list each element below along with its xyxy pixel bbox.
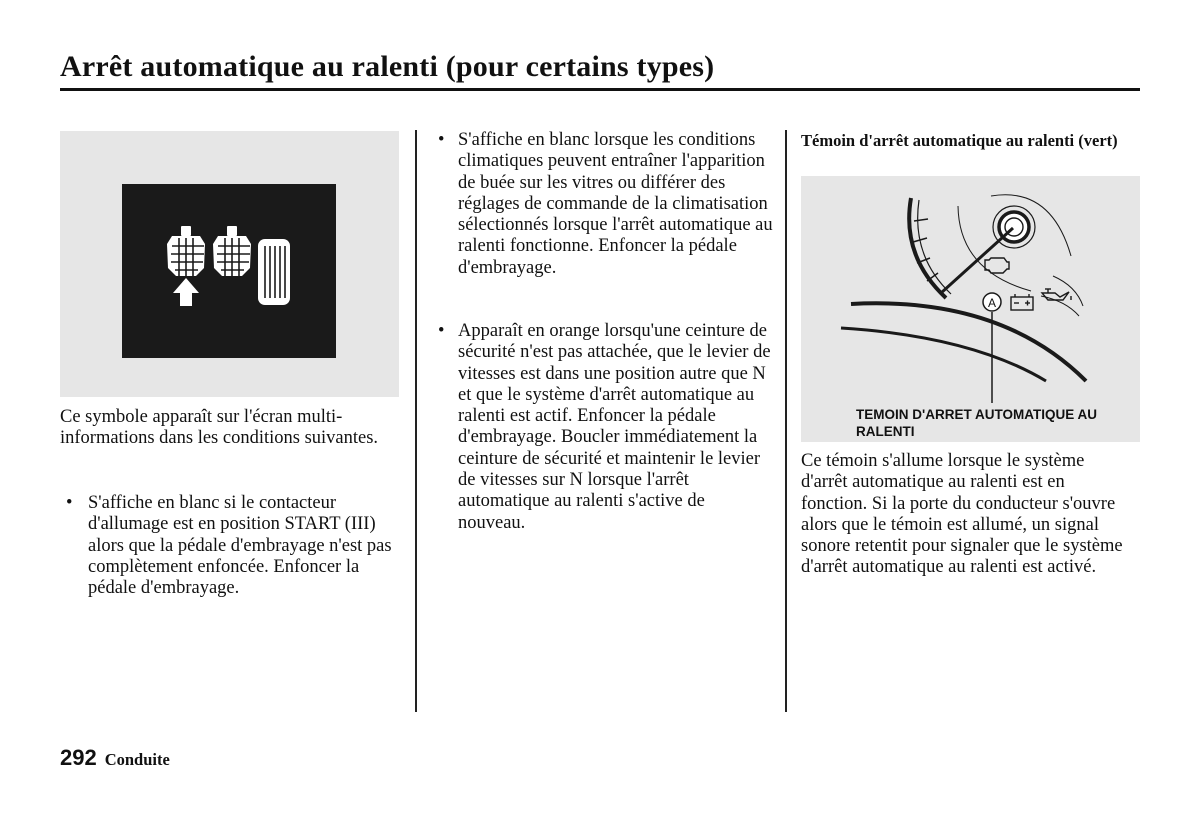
bullet-text: Apparaît en orange lorsqu'une ceinture de sécurité n'est pas attachée, que le levier de vitesses est dans une position autre que N et que le système d'arrêt automatique au ralenti est actif. Enfoncer la pédale d'embrayage. Boucler immédiatement la ceinture de sécurité et maintenir le levier de vitesses sur N lorsque l'arrêt automatique au ralenti s'active de nouveau. — [458, 321, 771, 533]
intro-paragraph: Ce symbole apparaît sur l'écran multi-informations dans les conditions suivantes. — [60, 407, 379, 449]
column-divider-right — [785, 130, 787, 712]
right-paragraph: Ce témoin s'allume lorsque le système d'arrêt automatique au ralenti est en fonction. Si la porte du conducteur s'ouvre alors que le témoin est allumé, un signal sonore retentit pour signaler que le système d'arrêt automatique au ralenti est activé. — [801, 451, 1123, 578]
multi-info-screen — [122, 184, 336, 358]
bullet-dot: • — [66, 493, 73, 513]
figure-caption: TEMOIN D'ARRET AUTOMATIQUE AU RALENTI — [856, 407, 1097, 439]
bullet-dot: • — [438, 321, 445, 341]
pedal-2-stem — [227, 226, 237, 236]
pedal-1-stem — [181, 226, 191, 236]
page-title: Arrêt automatique au ralenti (pour certains types) — [60, 50, 715, 83]
indicator-letter: A — [987, 296, 997, 310]
bullet-text: S'affiche en blanc lorsque les conditions climatiques peuvent entraîner l'apparition de buée sur les vitres ou différer des réglages de commande de la climatisation sélectionnés lorsque l'arrêt automatique au ralenti fonctionne. Enfoncer la pédale d'embrayage. — [458, 130, 773, 278]
instrument-cluster-figure — [801, 176, 1140, 442]
gauge-lower-arc — [841, 328, 1046, 381]
page-number: 292 — [60, 745, 97, 770]
instrument-cluster-drawing — [801, 176, 1140, 442]
oil-pressure-icon — [1042, 289, 1071, 300]
battery-icon — [1011, 294, 1033, 310]
gauge-needle — [941, 228, 1013, 293]
column-divider-left — [415, 130, 417, 712]
page-footer — [60, 745, 170, 771]
bullet-text: S'affiche en blanc si le contacteur d'allumage est en position START (III) alors que la pédale d'embrayage n'est pas complètement enfoncée. Enfoncer la pédale d'embrayage. — [88, 493, 392, 599]
bullet-dot: • — [438, 130, 445, 150]
multi-info-display-figure — [60, 131, 399, 397]
clutch-pedal-press-indicator-icon — [122, 184, 336, 358]
section-name: Conduite — [104, 750, 170, 769]
gauge-outer-arc — [851, 303, 1086, 381]
title-rule — [60, 88, 1140, 91]
press-arrow — [173, 278, 199, 306]
figure-heading: Témoin d'arrêt automatique au ralenti (vert) — [801, 131, 1118, 150]
